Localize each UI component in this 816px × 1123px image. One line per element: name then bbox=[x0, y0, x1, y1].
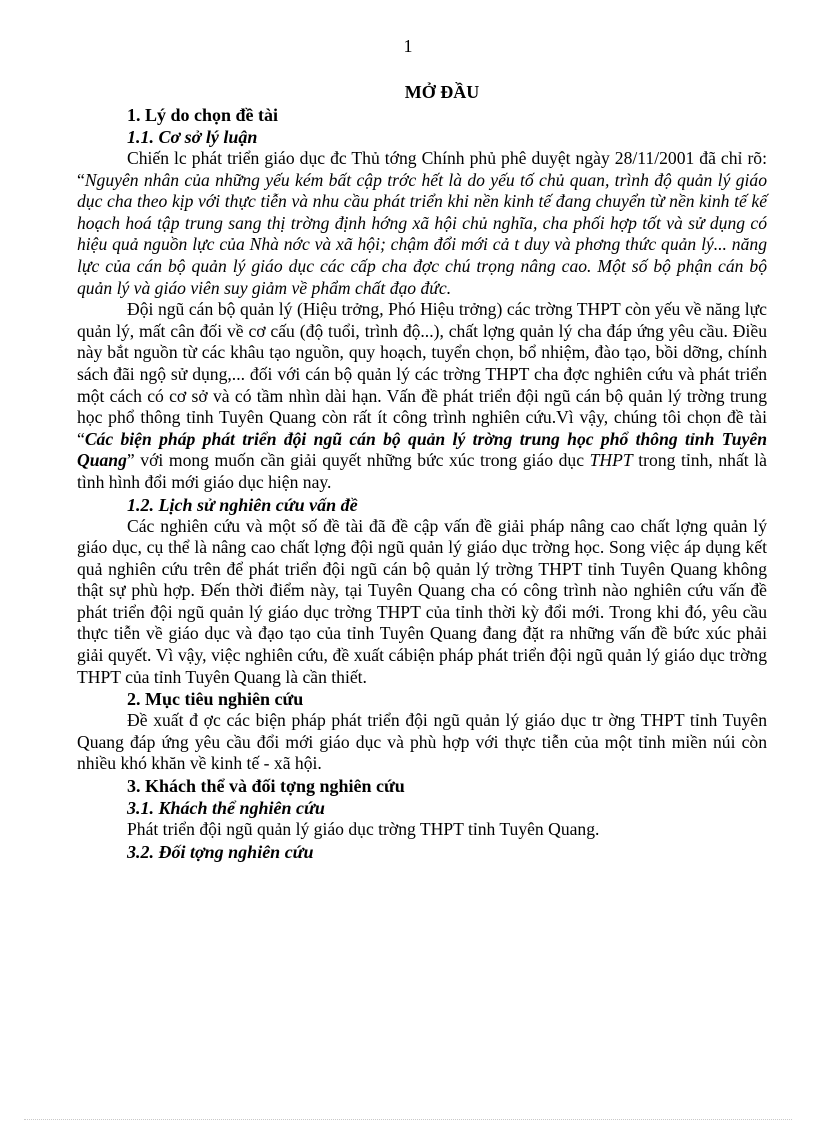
paragraph-objective: Đề xuất đ ợc các biện pháp phát triển đội ngũ quản lý giáo dục tr ờng THPT tỉnh Tuyên Quang đáp ứng yêu cầu đổi mới giáo dục và phù hợp với thực tiễn của một tỉnh miền núi còn nhiều khó khăn về kinh tế - xã hội. bbox=[77, 710, 767, 774]
thpt-abbrev: THPT bbox=[589, 450, 633, 471]
paragraph-staff-text: Đội ngũ cán bộ quản lý (Hiệu trởng, Phó Hiệu trởng) các trờng THPT còn yếu về năng lực quản lý, mất cân đối về cơ cấu (độ tuổi, trình độ...), chất lợng quản lý cha đáp ứng yêu cầu. Điều này bắt nguồn từ các khâu tạo nguồn, quy hoạch, tuyển chọn, bổ nhiệm, đào tạo, bồi dỡng, chính sách đãi ngộ sử dụng,... đối với cán bộ quản lý các trờng THPT cha đợc nghiên cứu và phát triển một cách có cơ sở và có tầm nhìn dài hạn. Vấn đề phát triển đội ngũ cán bộ quản lý trờng trung học phổ thông tỉnh Tuyên Quang còn rất ít công trình nghiên cứu.Vì vậy, chúng tôi chọn đề tài “ bbox=[77, 299, 767, 449]
paragraph-strategy bbox=[77, 148, 767, 299]
section-2-heading: 2. Mục tiêu nghiên cứu bbox=[127, 689, 304, 710]
section-1-1-heading: 1.1. Cơ sở lý luận bbox=[127, 127, 258, 147]
paragraph-strategy-intro: Chiến lc phát triển giáo dục đc Thủ tớng Chính phủ phê duyệt ngày 28/11/2001 đã chỉ rõ: “ bbox=[77, 148, 767, 190]
section-1-2-heading: 1.2. Lịch sử nghiên cứu vấn đề bbox=[127, 494, 358, 515]
page-content bbox=[77, 80, 767, 863]
page-bottom-rule bbox=[24, 1119, 792, 1120]
section-3-1-heading: 3.1. Khách thể nghiên cứu bbox=[127, 798, 325, 819]
page-number: 1 bbox=[403, 36, 413, 56]
paragraph-staff bbox=[77, 299, 767, 493]
section-3-2-heading: 3.2. Đối tợng nghiên cứu bbox=[127, 841, 314, 862]
thesis-title: Các biện pháp phát triển đội ngũ cán bộ quản lý trờng trung học phổ thông tỉnh Tuyên Quang bbox=[77, 428, 767, 471]
section-1-heading: 1. Lý do chọn đề tài bbox=[127, 105, 279, 125]
quoted-text: Nguyên nhân của những yếu kém bất cập trớc hết là do yếu tố chủ quan, trình độ quản lý giáo dục cha theo kịp với thực tiễn và nhu cầu phát triển khi nền kinh tế đang chuyển từ nền kinh tế kế hoạch hoá tập trung sang thị trờng định hớng xã hội chủ nghĩa, cha phối hợp tốt và sử dụng có hiệu quả nguồn lực của Nhà nớc và xã hội; chậm đổi mới cả t duy và phơng thức quản lý... năng lực của cán bộ quản lý giáo dục các cấp cha đợc chú trọng nâng cao. Một số bộ phận cán bộ quản lý và giáo viên suy giảm về phẩm chất đạo đức. bbox=[77, 169, 767, 298]
document-title: MỞ ĐẦU bbox=[404, 82, 480, 102]
paragraph-history: Các nghiên cứu và một số đề tài đã đề cập vấn đề giải pháp nâng cao chất lợng quản lý giáo dục, cụ thể là nâng cao chất lợng đội ngũ quản lý giáo dục trờng học. Song việc áp dụng kết quả nghiên cứu trên để phát triển đội ngũ cán bộ quản lý trờng THPT tỉnh Tuyên Quang không thật sự phù hợp. Đến thời điểm này, tại Tuyên Quang cha có công trình nào nghiên cứu vấn đề phát triển đội ngũ quản lý giáo dục trờng THPT của tỉnh thời kỳ đổi mới. Trong khi đó, yêu cầu thực tiễn về giáo dục và đạo tạo của tỉnh Tuyên Quang đang đặt ra những vấn đề bức xúc phải giải quyết. Vì vậy, việc nghiên cứu, đề xuất cábiện pháp phát triển đội ngũ quản lý giáo dục trờng THPT của tỉnh Tuyên Quang là cần thiết. bbox=[77, 515, 767, 687]
paragraph-staff-end: trong tỉnh, nhất là tình hình đổi mới giáo dục hiện nay. bbox=[77, 450, 767, 492]
paragraph-staff-continuation: ” với mong muốn cần giải quyết những bức xúc trong giáo dục bbox=[126, 450, 590, 471]
paragraph-subject: Phát triển đội ngũ quản lý giáo dục trờng THPT tỉnh Tuyên Quang. bbox=[127, 819, 600, 840]
section-3-heading: 3. Khách thể và đối tợng nghiên cứu bbox=[127, 776, 405, 797]
